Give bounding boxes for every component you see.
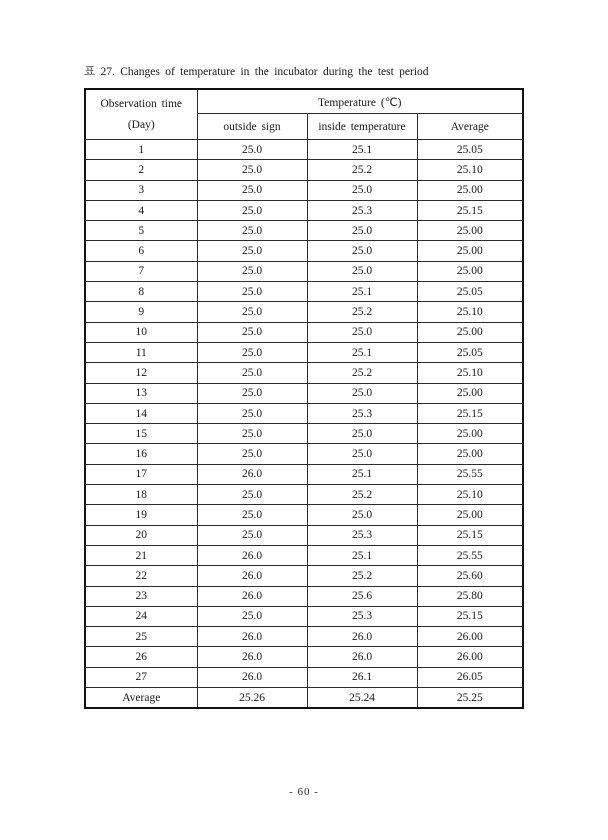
inside-temperature-cell: 25.2 [307,302,417,322]
table-row [85,667,523,687]
inside-temperature-cell: 25.0 [307,424,417,444]
table-row [85,180,523,200]
day-cell: 27 [85,667,197,687]
outside-sign-cell: 25.0 [197,606,307,626]
table-caption [84,63,429,79]
table-row [85,545,523,565]
average-row [85,688,523,709]
day-cell: 19 [85,505,197,525]
day-cell: 1 [85,140,197,160]
day-cell: 5 [85,221,197,241]
average-cell: 26.00 [417,647,523,667]
average-cell: 25.15 [417,403,523,423]
day-cell: 13 [85,383,197,403]
inside-temperature-cell: 25.0 [307,221,417,241]
col-header-inside-temperature: inside temperature [307,114,417,140]
day-cell: 16 [85,444,197,464]
table-row [85,363,523,383]
average-cell: 25.15 [417,606,523,626]
inside-temperature-cell: 25.0 [307,444,417,464]
table-row [85,282,523,302]
inside-temperature-cell: 26.1 [307,667,417,687]
average-cell: 25.00 [417,241,523,261]
temperature-table [84,88,524,709]
average-cell: 25.10 [417,363,523,383]
table-row [85,160,523,180]
table-row [85,383,523,403]
inside-temperature-cell: 25.6 [307,586,417,606]
day-cell: 17 [85,464,197,484]
table-header [85,89,523,140]
table-row [85,647,523,667]
outside-sign-cell: 25.0 [197,221,307,241]
table-row [85,566,523,586]
inside-temperature-cell: 26.0 [307,647,417,667]
outside-sign-cell: 26.0 [197,586,307,606]
outside-sign-cell: 25.0 [197,241,307,261]
inside-temperature-cell: 25.3 [307,606,417,626]
average-cell: 25.55 [417,545,523,565]
inside-temperature-cell: 25.3 [307,200,417,220]
observation-time-line1: Observation time [100,97,183,110]
average-cell: 25.10 [417,302,523,322]
day-cell: 24 [85,606,197,626]
table-row [85,464,523,484]
average-cell: 25.00 [417,383,523,403]
table-row [85,586,523,606]
average-cell: 25.00 [417,322,523,342]
day-cell: 11 [85,342,197,362]
outside-sign-cell: 25.0 [197,180,307,200]
outside-sign-cell: 25.0 [197,525,307,545]
observation-time-line2: (Day) [127,118,155,131]
inside-temperature-cell: 25.1 [307,140,417,160]
inside-temperature-cell: 25.2 [307,160,417,180]
day-cell: 23 [85,586,197,606]
day-cell: 3 [85,180,197,200]
inside-temperature-cell: 25.3 [307,525,417,545]
inside-temperature-cell: 25.0 [307,180,417,200]
day-cell: 8 [85,282,197,302]
average-cell: 25.00 [417,424,523,444]
outside-sign-cell: 25.0 [197,505,307,525]
day-cell: 20 [85,525,197,545]
day-cell: 6 [85,241,197,261]
average-cell: 25.00 [417,221,523,241]
outside-sign-cell: 26.0 [197,464,307,484]
inside-temperature-cell: 25.1 [307,342,417,362]
average-cell: 25.00 [417,505,523,525]
outside-sign-cell: 25.0 [197,383,307,403]
inside-temperature-cell: 25.2 [307,566,417,586]
day-cell: 14 [85,403,197,423]
table-row [85,200,523,220]
average-average-value: 25.25 [417,688,523,709]
average-cell: 25.15 [417,200,523,220]
inside-temperature-cell: 25.1 [307,545,417,565]
inside-temperature-cell: 25.0 [307,383,417,403]
outside-sign-cell: 26.0 [197,627,307,647]
average-cell: 25.05 [417,282,523,302]
outside-sign-cell: 25.0 [197,302,307,322]
inside-temperature-cell: 26.0 [307,627,417,647]
outside-sign-cell: 26.0 [197,647,307,667]
day-cell: 2 [85,160,197,180]
outside-sign-cell: 25.0 [197,200,307,220]
average-cell: 25.60 [417,566,523,586]
average-cell: 25.00 [417,180,523,200]
inside-temperature-cell: 25.0 [307,505,417,525]
table-row [85,627,523,647]
average-inside-value: 25.24 [307,688,417,709]
average-cell: 25.10 [417,485,523,505]
inside-temperature-cell: 25.0 [307,241,417,261]
inside-temperature-cell: 25.2 [307,485,417,505]
table-row [85,505,523,525]
day-cell: 10 [85,322,197,342]
table-row [85,342,523,362]
table-row [85,140,523,160]
average-cell: 25.00 [417,261,523,281]
outside-sign-cell: 25.0 [197,342,307,362]
table-row [85,322,523,342]
inside-temperature-cell: 25.1 [307,282,417,302]
day-cell: 21 [85,545,197,565]
average-outside-value: 25.26 [197,688,307,709]
table-footer [85,688,523,709]
outside-sign-cell: 25.0 [197,485,307,505]
table-row [85,221,523,241]
day-cell: 18 [85,485,197,505]
col-header-outside-sign: outside sign [197,114,307,140]
table-row [85,302,523,322]
col-header-average: Average [417,114,523,140]
outside-sign-cell: 25.0 [197,444,307,464]
header-group-row [85,89,523,114]
average-cell: 25.05 [417,342,523,362]
average-cell: 25.15 [417,525,523,545]
outside-sign-cell: 25.0 [197,282,307,302]
col-header-observation-time [85,89,197,140]
day-cell: 26 [85,647,197,667]
inside-temperature-cell: 25.0 [307,261,417,281]
outside-sign-cell: 25.0 [197,322,307,342]
average-cell: 25.05 [417,140,523,160]
table-row [85,261,523,281]
outside-sign-cell: 25.0 [197,403,307,423]
day-cell: 22 [85,566,197,586]
table-row [85,444,523,464]
outside-sign-cell: 25.0 [197,261,307,281]
outside-sign-cell: 26.0 [197,545,307,565]
average-cell: 25.10 [417,160,523,180]
table-row [85,241,523,261]
outside-sign-cell: 25.0 [197,424,307,444]
outside-sign-cell: 25.0 [197,140,307,160]
outside-sign-cell: 26.0 [197,566,307,586]
average-cell: 25.55 [417,464,523,484]
day-cell: 9 [85,302,197,322]
table-row [85,525,523,545]
table-caption-text: 표 27. Changes of temperature in the incubator during the test period [84,66,429,78]
outside-sign-cell: 25.0 [197,363,307,383]
table-row [85,424,523,444]
inside-temperature-cell: 25.0 [307,322,417,342]
day-cell: 25 [85,627,197,647]
average-cell: 26.00 [417,627,523,647]
average-row-label: Average [85,688,197,709]
day-cell: 7 [85,261,197,281]
outside-sign-cell: 26.0 [197,667,307,687]
page-number: - 60 - [289,786,319,798]
table-row [85,403,523,423]
col-header-temperature-group: Temperature (℃) [197,89,523,114]
table-body [85,140,523,688]
inside-temperature-cell: 25.3 [307,403,417,423]
inside-temperature-cell: 25.1 [307,464,417,484]
table-row [85,606,523,626]
average-cell: 25.80 [417,586,523,606]
average-cell: 26.05 [417,667,523,687]
average-cell: 25.00 [417,444,523,464]
inside-temperature-cell: 25.2 [307,363,417,383]
outside-sign-cell: 25.0 [197,160,307,180]
table-row [85,485,523,505]
day-cell: 15 [85,424,197,444]
day-cell: 12 [85,363,197,383]
day-cell: 4 [85,200,197,220]
